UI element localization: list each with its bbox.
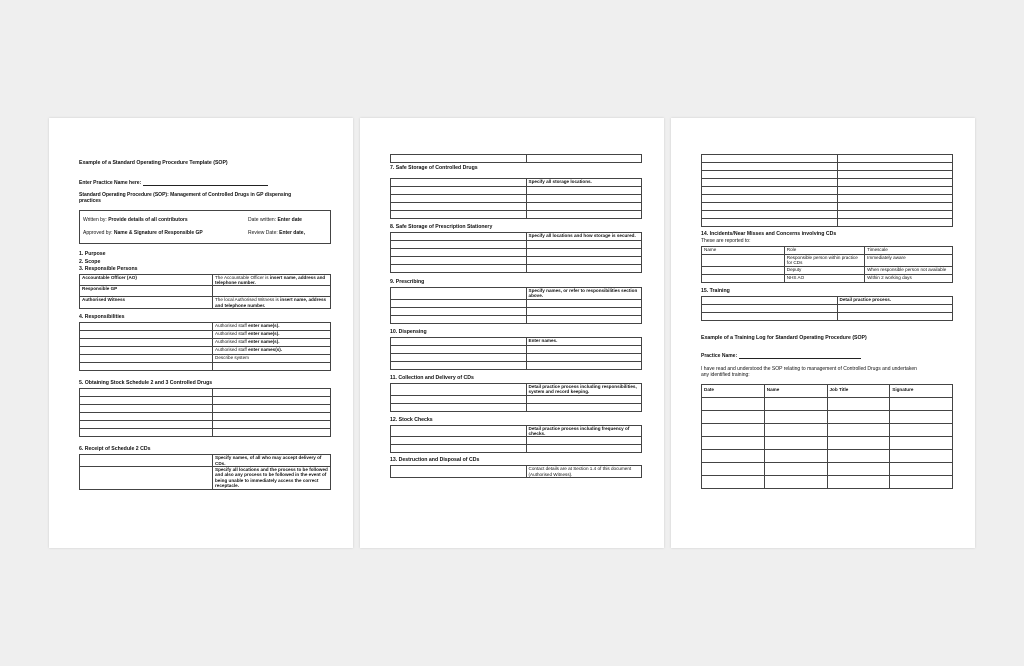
table-cell[interactable] bbox=[213, 405, 331, 413]
training-log-table bbox=[701, 384, 953, 489]
section-purpose: 1. Purpose bbox=[79, 251, 106, 257]
table-cell[interactable] bbox=[702, 312, 838, 320]
responsibility-bold-text: enter name(s). bbox=[248, 339, 280, 345]
incidents-intro: These are reported to: bbox=[701, 238, 751, 244]
section-10-table bbox=[390, 337, 642, 370]
table-cell[interactable] bbox=[702, 423, 765, 436]
table-row bbox=[391, 179, 642, 187]
timescale-cell: Immediately aware bbox=[865, 255, 953, 267]
table-row bbox=[391, 315, 642, 323]
table-row bbox=[391, 445, 642, 453]
table-cell[interactable] bbox=[702, 475, 765, 488]
table-cell[interactable] bbox=[213, 397, 331, 405]
table-cell[interactable] bbox=[827, 475, 890, 488]
table-cell[interactable] bbox=[837, 219, 952, 227]
table-cell[interactable] bbox=[391, 337, 527, 345]
table-cell[interactable] bbox=[391, 361, 527, 369]
table-cell[interactable] bbox=[827, 410, 890, 423]
table-cell[interactable] bbox=[391, 403, 527, 411]
table-cell[interactable] bbox=[526, 437, 641, 445]
table-row bbox=[80, 397, 331, 405]
table-cell[interactable] bbox=[764, 397, 827, 410]
section-13-table bbox=[390, 465, 642, 478]
table-cell[interactable] bbox=[837, 155, 952, 163]
table-cell[interactable] bbox=[391, 353, 527, 361]
table-cell[interactable] bbox=[526, 395, 641, 403]
table-cell[interactable] bbox=[526, 203, 641, 211]
table-cell[interactable] bbox=[391, 395, 527, 403]
section-note-cell: Specify all storage locations. bbox=[526, 179, 641, 187]
name-cell[interactable] bbox=[702, 266, 785, 274]
table-cell[interactable] bbox=[391, 466, 527, 478]
table-row bbox=[80, 339, 331, 347]
table-cell[interactable] bbox=[890, 410, 953, 423]
timescale-cell: Within 2 working days bbox=[865, 274, 953, 282]
table-row bbox=[391, 233, 642, 241]
table-row bbox=[80, 355, 331, 363]
table-cell[interactable] bbox=[837, 195, 952, 203]
table-row bbox=[391, 257, 642, 265]
table-cell[interactable] bbox=[702, 211, 838, 219]
section-7-table bbox=[390, 178, 642, 219]
column-header: Signature bbox=[890, 384, 953, 397]
responsibility-cell[interactable] bbox=[213, 363, 331, 371]
detail-bold-text: insert name, address and telephone number. bbox=[215, 274, 326, 285]
table-row bbox=[80, 286, 331, 297]
name-cell[interactable] bbox=[80, 363, 213, 371]
table-cell[interactable] bbox=[526, 265, 641, 273]
continued-table bbox=[390, 154, 642, 163]
table-cell[interactable] bbox=[391, 241, 527, 249]
document-title: Example of a Standard Operating Procedure Template (SOP) bbox=[79, 160, 228, 166]
table-row bbox=[80, 466, 331, 489]
role-cell: Deputy bbox=[784, 266, 864, 274]
table-row bbox=[391, 299, 642, 307]
table-cell[interactable] bbox=[391, 249, 527, 257]
receipt-note-cell: Specify names, of all who may accept delivery of CDs. bbox=[213, 455, 331, 467]
table-cell[interactable] bbox=[890, 423, 953, 436]
responsibility-text: Authorised staff bbox=[215, 339, 249, 345]
section-9-table bbox=[390, 287, 642, 324]
section-note-cell: Specify all locations and how storage is secured. bbox=[526, 233, 641, 241]
section-responsibilities: 4. Responsibilities bbox=[79, 314, 125, 321]
responsibility-cell[interactable] bbox=[213, 347, 331, 355]
role-cell: Accountable Officer (AO) bbox=[80, 274, 213, 286]
section-13-heading: 13. Destruction and Disposal of CDs bbox=[390, 457, 480, 464]
table-cell[interactable] bbox=[702, 304, 838, 312]
table-cell[interactable] bbox=[702, 449, 765, 462]
column-header: Name bbox=[764, 384, 827, 397]
table-cell[interactable] bbox=[764, 449, 827, 462]
practice-name-row bbox=[701, 353, 953, 359]
table-cell[interactable] bbox=[80, 429, 213, 437]
name-cell[interactable] bbox=[80, 339, 213, 347]
table-cell[interactable] bbox=[827, 462, 890, 475]
training-note-cell: Detail practice process. bbox=[837, 296, 952, 304]
table-cell[interactable] bbox=[526, 257, 641, 265]
table-row bbox=[391, 361, 642, 369]
table-row bbox=[80, 363, 331, 371]
table-row bbox=[702, 219, 953, 227]
table-row bbox=[391, 437, 642, 445]
responsibility-bold-text: enter names(s). bbox=[248, 347, 283, 353]
table-cell[interactable] bbox=[391, 345, 527, 353]
receipt-table bbox=[79, 454, 331, 489]
table-cell[interactable] bbox=[391, 307, 527, 315]
role-cell: NHS AO bbox=[784, 274, 864, 282]
practice-name-row bbox=[79, 180, 331, 186]
section-12-table bbox=[390, 425, 642, 454]
table-cell[interactable] bbox=[526, 195, 641, 203]
table-cell[interactable] bbox=[391, 425, 527, 437]
approved-by-value: Name & Signature of Responsible GP bbox=[113, 230, 203, 236]
table-row bbox=[702, 312, 953, 320]
table-cell[interactable] bbox=[526, 155, 641, 163]
table-cell[interactable] bbox=[391, 383, 527, 395]
table-row bbox=[702, 436, 953, 449]
table-cell[interactable] bbox=[526, 211, 641, 219]
table-cell[interactable] bbox=[890, 397, 953, 410]
table-cell[interactable] bbox=[526, 345, 641, 353]
table-cell[interactable] bbox=[827, 449, 890, 462]
table-cell[interactable] bbox=[702, 410, 765, 423]
approved-by-label: Approved by: bbox=[83, 230, 113, 236]
table-cell[interactable] bbox=[702, 163, 838, 171]
table-row bbox=[391, 187, 642, 195]
table-row bbox=[391, 155, 642, 163]
table-row bbox=[80, 455, 331, 467]
table-row bbox=[702, 304, 953, 312]
table-row bbox=[702, 475, 953, 488]
review-date-label: Review Date: bbox=[248, 230, 278, 236]
practice-name-label: Enter Practice Name here: bbox=[79, 180, 142, 186]
document-page-3 bbox=[671, 118, 975, 548]
continued-table bbox=[701, 154, 953, 227]
table-cell[interactable] bbox=[837, 312, 952, 320]
table-row bbox=[702, 266, 953, 274]
table-cell[interactable] bbox=[213, 413, 331, 421]
table-cell[interactable] bbox=[391, 195, 527, 203]
training-log-title: Example of a Training Log for Standard Operating Procedure (SOP) bbox=[701, 334, 867, 341]
table-row bbox=[391, 307, 642, 315]
table-row bbox=[702, 163, 953, 171]
table-row bbox=[80, 331, 331, 339]
table-row bbox=[391, 395, 642, 403]
table-cell[interactable] bbox=[702, 462, 765, 475]
table-row bbox=[391, 211, 642, 219]
table-row bbox=[702, 397, 953, 410]
detail-cell[interactable] bbox=[213, 286, 331, 297]
table-row bbox=[702, 462, 953, 475]
table-cell[interactable] bbox=[702, 397, 765, 410]
section-receipt: 6. Receipt of Schedule 2 CDs bbox=[79, 446, 151, 453]
table-cell[interactable] bbox=[837, 187, 952, 195]
table-cell[interactable] bbox=[391, 179, 527, 187]
table-cell[interactable] bbox=[702, 436, 765, 449]
table-cell[interactable] bbox=[391, 203, 527, 211]
table-cell[interactable] bbox=[526, 361, 641, 369]
section-note-cell: Contact details are at Section 1.4 of this document (Authorised Witness). bbox=[526, 466, 641, 478]
table-cell[interactable] bbox=[764, 410, 827, 423]
responsibility-cell[interactable] bbox=[213, 355, 331, 363]
sop-title: Standard Operating Procedure (SOP): Management of Controlled Drugs in GP dispensing practices bbox=[79, 192, 292, 204]
table-cell[interactable] bbox=[526, 249, 641, 257]
table-cell[interactable] bbox=[526, 353, 641, 361]
table-cell[interactable] bbox=[80, 466, 213, 489]
column-header: Job Title bbox=[827, 384, 890, 397]
table-row bbox=[391, 203, 642, 211]
training-declaration: I have read and understood the SOP relating to management of Controlled Drugs and undertaken any identified training: bbox=[701, 365, 917, 378]
date-written-value: Enter date bbox=[277, 217, 302, 223]
table-cell[interactable] bbox=[526, 307, 641, 315]
section-note-cell: Detail practice process including frequency of checks. bbox=[526, 425, 641, 437]
table-row bbox=[702, 211, 953, 219]
table-cell[interactable] bbox=[80, 421, 213, 429]
detail-cell[interactable] bbox=[213, 297, 331, 309]
detail-text: The Accountable Officer is bbox=[215, 274, 270, 280]
table-cell[interactable] bbox=[213, 421, 331, 429]
table-cell[interactable] bbox=[890, 449, 953, 462]
table-cell[interactable] bbox=[837, 203, 952, 211]
section-9-heading: 9. Prescribing bbox=[390, 279, 425, 285]
table-cell[interactable] bbox=[702, 219, 838, 227]
table-row bbox=[702, 171, 953, 179]
table-cell[interactable] bbox=[391, 233, 527, 241]
written-by-label: Written by: bbox=[83, 217, 107, 223]
table-row bbox=[391, 265, 642, 273]
responsible-persons-table bbox=[79, 274, 331, 310]
table-cell[interactable] bbox=[391, 257, 527, 265]
table-header-row bbox=[702, 247, 953, 255]
section-14-heading: 14. Incidents/Near Misses and Concerns involving CDs bbox=[701, 231, 837, 237]
table-row bbox=[80, 297, 331, 309]
table-row bbox=[80, 274, 331, 286]
name-cell[interactable] bbox=[702, 274, 785, 282]
table-row bbox=[702, 255, 953, 267]
table-cell[interactable] bbox=[80, 413, 213, 421]
responsibility-cell[interactable] bbox=[213, 323, 331, 331]
table-cell[interactable] bbox=[837, 179, 952, 187]
section-8-heading: 8. Safe Storage of Prescription Stationery bbox=[390, 224, 493, 230]
detail-cell[interactable] bbox=[213, 274, 331, 286]
document-page-2 bbox=[360, 118, 664, 548]
detail-bold-text: insert name, address and telephone number. bbox=[215, 297, 327, 308]
incidents-table bbox=[701, 246, 953, 283]
table-cell[interactable] bbox=[526, 315, 641, 323]
table-cell[interactable] bbox=[213, 389, 331, 397]
page-1-content bbox=[79, 160, 331, 490]
table-cell[interactable] bbox=[837, 211, 952, 219]
table-row bbox=[80, 347, 331, 355]
table-row bbox=[702, 203, 953, 211]
table-cell[interactable] bbox=[391, 288, 527, 300]
section-scope: 2. Scope bbox=[79, 258, 101, 265]
table-cell[interactable] bbox=[702, 187, 838, 195]
table-cell[interactable] bbox=[391, 445, 527, 453]
table-cell[interactable] bbox=[702, 195, 838, 203]
page-2-content bbox=[390, 154, 642, 478]
table-cell[interactable] bbox=[764, 423, 827, 436]
table-cell[interactable] bbox=[526, 241, 641, 249]
table-cell[interactable] bbox=[702, 155, 838, 163]
table-cell[interactable] bbox=[702, 203, 838, 211]
table-row bbox=[391, 241, 642, 249]
responsibility-text: Authorised staff bbox=[215, 331, 249, 337]
table-cell[interactable] bbox=[702, 179, 838, 187]
table-cell[interactable] bbox=[764, 436, 827, 449]
obtaining-stock-table bbox=[79, 388, 331, 437]
name-cell[interactable] bbox=[702, 255, 785, 267]
review-date-row bbox=[248, 230, 305, 236]
table-cell[interactable] bbox=[526, 403, 641, 411]
section-8-table bbox=[390, 232, 642, 273]
table-cell[interactable] bbox=[526, 445, 641, 453]
table-cell[interactable] bbox=[80, 397, 213, 405]
date-written-label: Date written: bbox=[248, 217, 277, 223]
column-header: Name bbox=[702, 247, 785, 255]
written-by-row bbox=[83, 217, 188, 223]
responsibility-cell[interactable] bbox=[213, 331, 331, 339]
table-row bbox=[702, 410, 953, 423]
table-cell[interactable] bbox=[391, 437, 527, 445]
date-written-row bbox=[248, 217, 302, 223]
table-row bbox=[702, 195, 953, 203]
name-cell[interactable] bbox=[80, 355, 213, 363]
table-cell[interactable] bbox=[80, 389, 213, 397]
table-cell[interactable] bbox=[391, 155, 527, 163]
detail-text: The local Authorised Witness is bbox=[215, 297, 281, 303]
responsibility-bold-text: enter name(s). bbox=[248, 323, 280, 329]
table-row bbox=[80, 389, 331, 397]
table-header-row bbox=[702, 384, 953, 397]
table-cell[interactable] bbox=[764, 462, 827, 475]
column-header: Role bbox=[784, 247, 864, 255]
table-row bbox=[391, 195, 642, 203]
table-row bbox=[391, 288, 642, 300]
table-row bbox=[702, 155, 953, 163]
table-row bbox=[702, 296, 953, 304]
column-header: Timescale bbox=[865, 247, 953, 255]
table-row bbox=[391, 383, 642, 395]
approved-by-row bbox=[83, 230, 203, 236]
review-date-value: Enter date, bbox=[279, 230, 305, 236]
role-cell: Responsible GP bbox=[80, 286, 213, 297]
table-row bbox=[80, 413, 331, 421]
table-row bbox=[702, 423, 953, 436]
table-row bbox=[391, 249, 642, 257]
table-cell[interactable] bbox=[391, 315, 527, 323]
table-cell[interactable] bbox=[702, 171, 838, 179]
table-row bbox=[80, 323, 331, 331]
role-cell: Responsible person within practice for CDs bbox=[784, 255, 864, 267]
table-cell[interactable] bbox=[837, 304, 952, 312]
column-header: Date bbox=[702, 384, 765, 397]
table-cell[interactable] bbox=[827, 436, 890, 449]
practice-name-field[interactable] bbox=[739, 353, 861, 359]
table-cell[interactable] bbox=[837, 171, 952, 179]
section-responsible-persons: 3. Responsible Persons bbox=[79, 266, 138, 272]
table-row bbox=[391, 403, 642, 411]
table-cell[interactable] bbox=[526, 299, 641, 307]
section-note-cell: Enter names. bbox=[526, 337, 641, 345]
responsibilities-table bbox=[79, 322, 331, 371]
section-note-cell: Specify names, or refer to responsibilities section above. bbox=[526, 288, 641, 300]
section-list bbox=[79, 251, 331, 274]
table-cell[interactable] bbox=[391, 299, 527, 307]
responsibility-text: Describe system bbox=[215, 355, 249, 361]
practice-name-label: Practice Name: bbox=[701, 352, 738, 359]
table-row bbox=[391, 466, 642, 478]
section-12-heading: 12. Stock Checks bbox=[390, 416, 433, 423]
receipt-note-cell: Specify all locations and the process to be followed and also any process to be followed in the event of being unable to immediately access the correct receptacle. bbox=[213, 466, 331, 489]
table-cell[interactable] bbox=[391, 265, 527, 273]
sop-info-box bbox=[79, 210, 331, 244]
table-cell[interactable] bbox=[213, 429, 331, 437]
table-row bbox=[702, 179, 953, 187]
table-cell[interactable] bbox=[764, 475, 827, 488]
table-cell[interactable] bbox=[827, 397, 890, 410]
written-by-value: Provide details of all contributors bbox=[108, 217, 188, 223]
name-cell[interactable] bbox=[80, 323, 213, 331]
table-row bbox=[80, 405, 331, 413]
table-cell[interactable] bbox=[80, 405, 213, 413]
table-cell[interactable] bbox=[837, 163, 952, 171]
section-10-heading: 10. Dispensing bbox=[390, 328, 427, 335]
section-note-cell: Detail practice process including responsibilities, system and record keeping. bbox=[526, 383, 641, 395]
section-15-heading: 15. Training bbox=[701, 287, 730, 294]
role-cell: Authorised Witness bbox=[80, 297, 213, 309]
table-row bbox=[391, 353, 642, 361]
name-cell[interactable] bbox=[80, 331, 213, 339]
table-cell[interactable] bbox=[391, 211, 527, 219]
table-cell[interactable] bbox=[80, 455, 213, 467]
table-cell[interactable] bbox=[890, 462, 953, 475]
table-cell[interactable] bbox=[827, 423, 890, 436]
table-cell[interactable] bbox=[526, 187, 641, 195]
section-7-heading: 7. Safe Storage of Controlled Drugs bbox=[390, 165, 478, 171]
table-row bbox=[391, 425, 642, 437]
responsibility-text: Authorised staff bbox=[215, 323, 249, 329]
table-cell[interactable] bbox=[890, 436, 953, 449]
table-row bbox=[702, 449, 953, 462]
page-3-content bbox=[701, 154, 953, 489]
table-row bbox=[391, 345, 642, 353]
practice-name-field[interactable] bbox=[143, 180, 268, 186]
table-row bbox=[391, 337, 642, 345]
section-11-table bbox=[390, 383, 642, 412]
table-cell[interactable] bbox=[391, 187, 527, 195]
timescale-cell: When responsible person not available bbox=[865, 266, 953, 274]
table-row bbox=[702, 187, 953, 195]
table-row bbox=[702, 274, 953, 282]
table-cell[interactable] bbox=[890, 475, 953, 488]
name-cell[interactable] bbox=[80, 347, 213, 355]
table-cell[interactable] bbox=[702, 296, 838, 304]
responsibility-bold-text: enter name(s). bbox=[248, 331, 280, 337]
section-obtaining-stock: 5. Obtaining Stock Schedule 2 and 3 Controlled Drugs bbox=[79, 380, 213, 387]
document-page-1 bbox=[49, 118, 353, 548]
training-table bbox=[701, 296, 953, 321]
responsibility-text: Authorised staff bbox=[215, 347, 249, 353]
table-row bbox=[80, 421, 331, 429]
section-11-heading: 11. Collection and Delivery of CDs bbox=[390, 374, 474, 381]
table-row bbox=[80, 429, 331, 437]
responsibility-cell[interactable] bbox=[213, 339, 331, 347]
